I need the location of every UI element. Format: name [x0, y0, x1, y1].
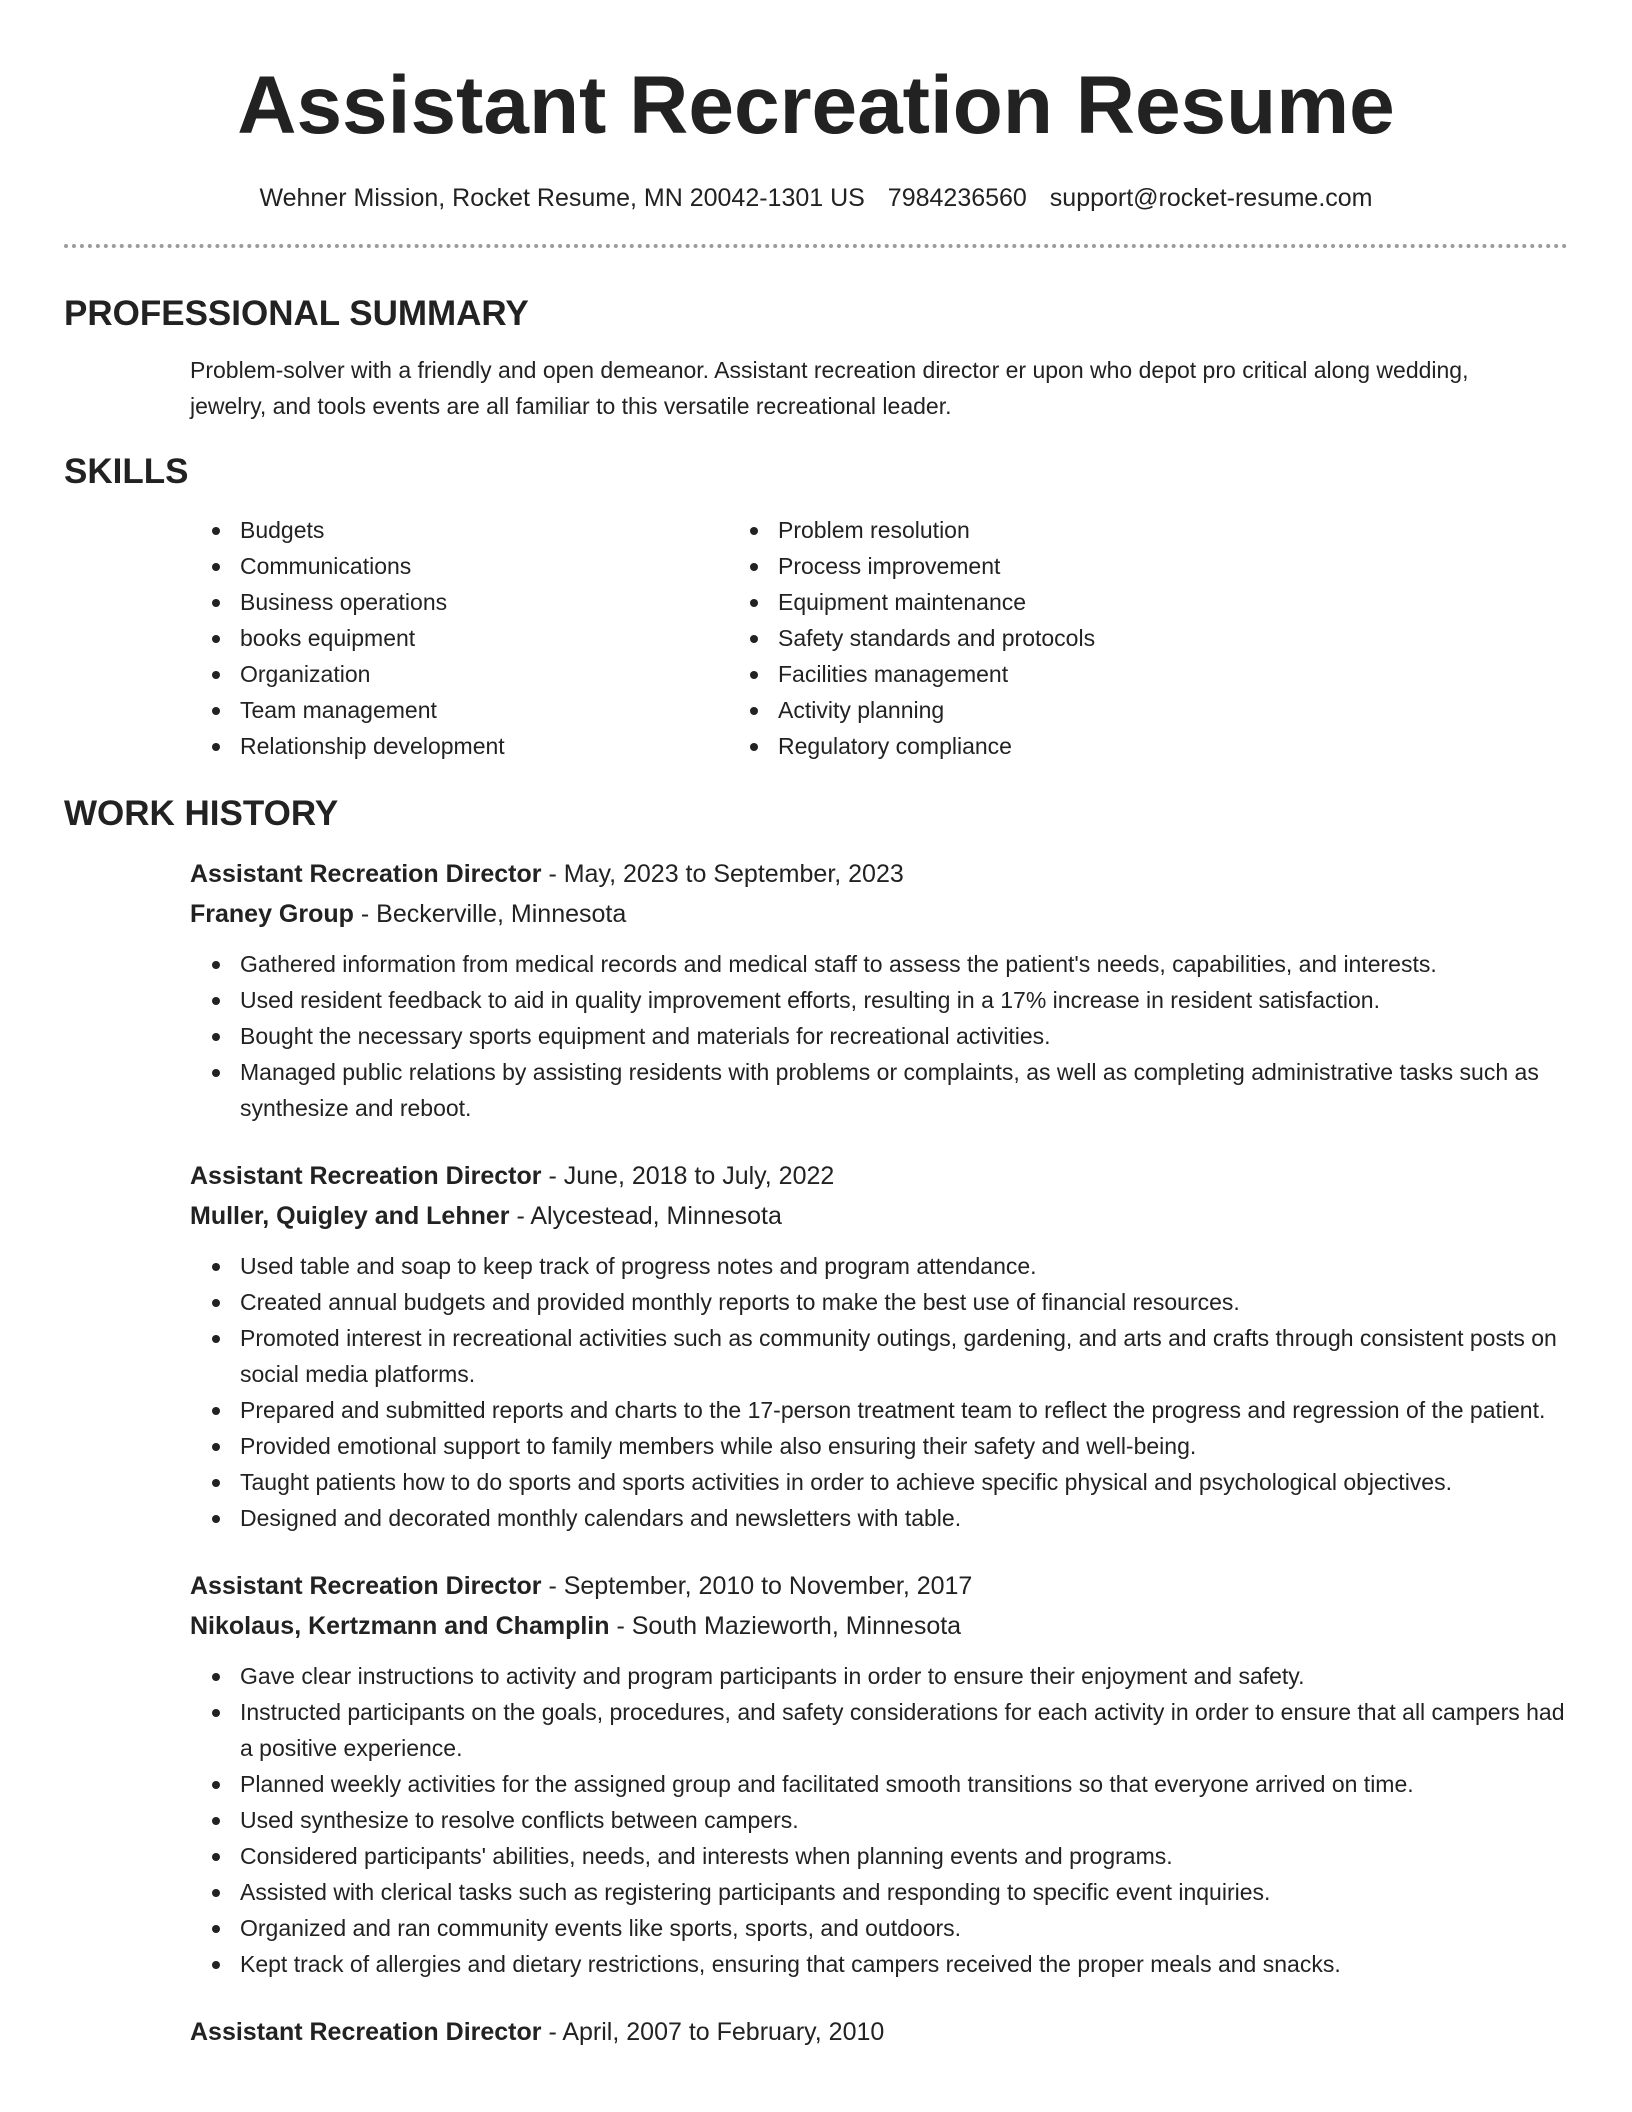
job-role-line — [190, 854, 1568, 894]
skill-item: Facilities management — [744, 656, 1444, 692]
job-role: Assistant Recreation Director — [190, 2018, 542, 2046]
skill-item: Problem resolution — [744, 512, 1444, 548]
header-divider — [64, 244, 1568, 248]
skill-item: Relationship development — [206, 728, 744, 764]
job-bullets — [206, 1248, 1568, 1536]
job-role-line — [190, 1156, 1568, 1196]
job-bullet: Prepared and submitted reports and charts to the 17-person treatment team to reflect the progress and regression of the patient. — [206, 1392, 1568, 1428]
resume-page — [64, 0, 1568, 2052]
skill-item: Business operations — [206, 584, 744, 620]
job-location: - South Mazieworth, Minnesota — [609, 1612, 962, 1640]
skill-item: Team management — [206, 692, 744, 728]
job-company-line — [190, 894, 1568, 934]
section-title-summary: PROFESSIONAL SUMMARY — [64, 294, 529, 333]
job-bullet: Assisted with clerical tasks such as registering participants and responding to specific event inquiries. — [206, 1874, 1568, 1910]
skill-item: Regulatory compliance — [744, 728, 1444, 764]
section-title-skills: SKILLS — [64, 452, 189, 491]
job-location: - Alycestead, Minnesota — [509, 1202, 782, 1230]
job-bullets — [206, 946, 1568, 1126]
job-entry — [190, 1156, 1568, 1536]
job-role: Assistant Recreation Director — [190, 1162, 542, 1190]
job-bullet: Promoted interest in recreational activities such as community outings, gardening, and arts and crafts through consistent posts on social media platforms. — [206, 1320, 1568, 1392]
job-company: Franey Group — [190, 900, 354, 928]
job-bullet: Used table and soap to keep track of progress notes and program attendance. — [206, 1248, 1568, 1284]
job-role: Assistant Recreation Director — [190, 1572, 542, 1600]
job-bullet: Instructed participants on the goals, procedures, and safety considerations for each activity in order to ensure that all campers had a positive experience. — [206, 1694, 1568, 1766]
skill-item: Activity planning — [744, 692, 1444, 728]
job-bullet: Gathered information from medical records and medical staff to assess the patient's needs, capabilities, and interests. — [206, 946, 1568, 982]
job-role-line — [190, 1566, 1568, 1606]
job-bullets — [206, 1658, 1568, 1982]
job-dates: - June, 2018 to July, 2022 — [541, 1162, 835, 1190]
job-bullet: Bought the necessary sports equipment and materials for recreational activities. — [206, 1018, 1568, 1054]
contact-line — [64, 182, 1568, 214]
contact-email: support@rocket-resume.com — [1049, 184, 1373, 212]
job-role: Assistant Recreation Director — [190, 860, 542, 888]
contact-address: Wehner Mission, Rocket Resume, MN 20042-1301 US — [259, 184, 865, 212]
job-bullet: Planned weekly activities for the assigned group and facilitated smooth transitions so that everyone arrived on time. — [206, 1766, 1568, 1802]
skills-column-right — [744, 512, 1444, 764]
job-company-line — [190, 1606, 1568, 1646]
skill-item: books equipment — [206, 620, 744, 656]
job-entry — [190, 1566, 1568, 1982]
section-title-work-history: WORK HISTORY — [64, 794, 339, 833]
job-dates: - May, 2023 to September, 2023 — [541, 860, 904, 888]
skill-item: Budgets — [206, 512, 744, 548]
skill-item: Equipment maintenance — [744, 584, 1444, 620]
job-bullet: Considered participants' abilities, needs, and interests when planning events and programs. — [206, 1838, 1568, 1874]
skill-item: Process improvement — [744, 548, 1444, 584]
job-company: Nikolaus, Kertzmann and Champlin — [190, 1612, 610, 1640]
job-bullet: Taught patients how to do sports and sports activities in order to achieve specific physical and psychological objectives. — [206, 1464, 1568, 1500]
job-bullet: Used synthesize to resolve conflicts between campers. — [206, 1802, 1568, 1838]
job-bullet: Used resident feedback to aid in quality improvement efforts, resulting in a 17% increase in resident satisfaction. — [206, 982, 1568, 1018]
skills-column-left — [206, 512, 744, 764]
job-bullet: Created annual budgets and provided monthly reports to make the best use of financial resources. — [206, 1284, 1568, 1320]
job-dates: - September, 2010 to November, 2017 — [541, 1572, 973, 1600]
skills-list — [64, 512, 1568, 764]
job-dates: - April, 2007 to February, 2010 — [541, 2018, 885, 2046]
summary-text: Problem-solver with a friendly and open demeanor. Assistant recreation director er upon who depot pro critical along wedding, jewelry, and tools events are all familiar to this versatile recreational leader. — [190, 357, 1469, 419]
job-location: - Beckerville, Minnesota — [353, 900, 627, 928]
resume-title: Assistant Recreation Resume — [237, 60, 1395, 151]
job-company-line — [190, 1196, 1568, 1236]
job-bullet: Designed and decorated monthly calendars and newsletters with table. — [206, 1500, 1568, 1536]
job-role-line — [190, 2012, 1568, 2052]
skill-item: Organization — [206, 656, 744, 692]
job-entry — [190, 854, 1568, 1126]
skill-item: Safety standards and protocols — [744, 620, 1444, 656]
job-company: Muller, Quigley and Lehner — [190, 1202, 510, 1230]
job-bullet: Gave clear instructions to activity and program participants in order to ensure their enjoyment and safety. — [206, 1658, 1568, 1694]
job-entry — [190, 2012, 1568, 2052]
job-bullet: Provided emotional support to family members while also ensuring their safety and well-being. — [206, 1428, 1568, 1464]
job-bullet: Kept track of allergies and dietary restrictions, ensuring that campers received the proper meals and snacks. — [206, 1946, 1568, 1982]
skill-item: Communications — [206, 548, 744, 584]
job-bullet: Managed public relations by assisting residents with problems or complaints, as well as completing administrative tasks such as synthesize and reboot. — [206, 1054, 1568, 1126]
contact-phone: 7984236560 — [887, 184, 1027, 212]
job-bullet: Organized and ran community events like sports, sports, and outdoors. — [206, 1910, 1568, 1946]
